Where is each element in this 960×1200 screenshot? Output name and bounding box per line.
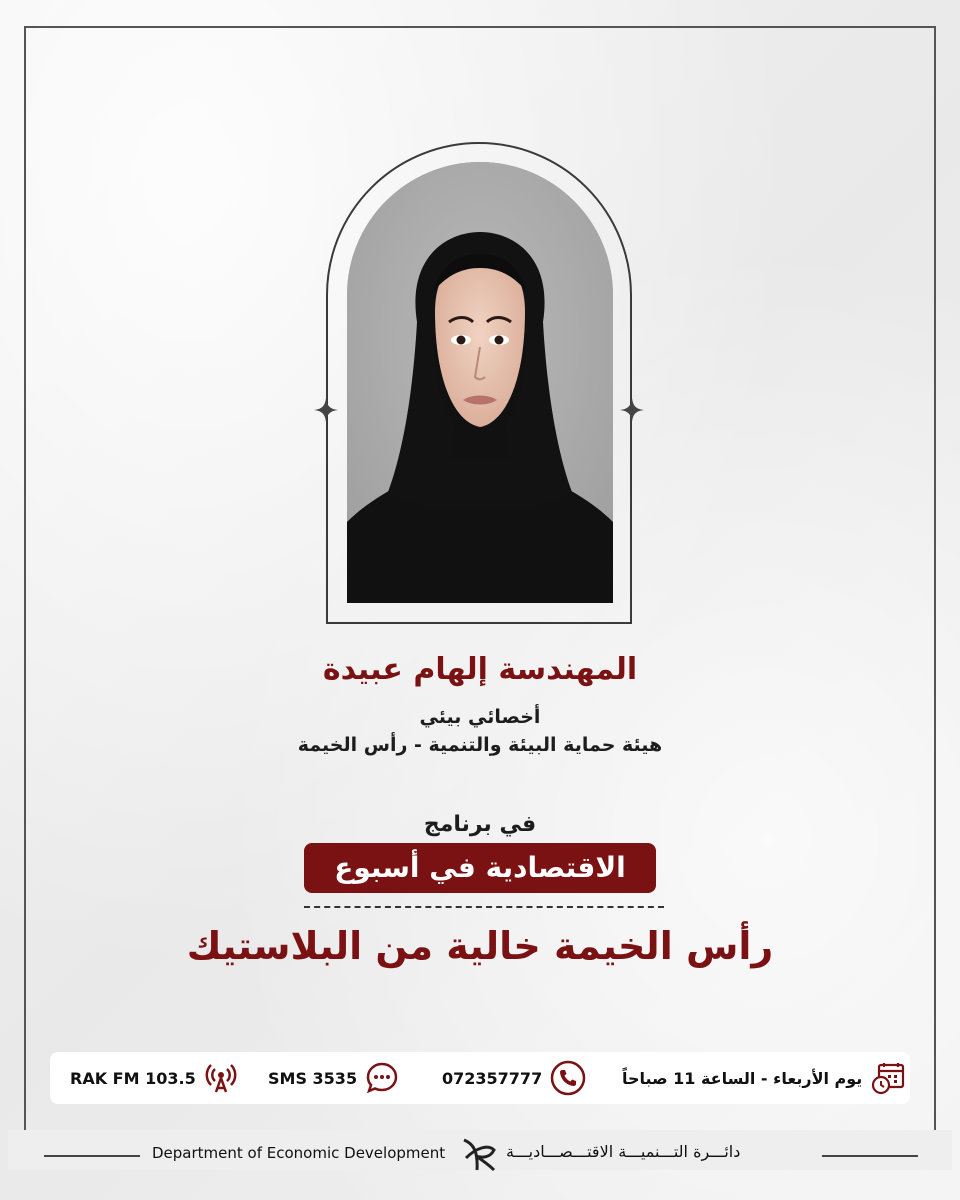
sms-number: SMS 3535 [268, 1068, 358, 1088]
guest-organization: هيئة حماية البيئة والتنمية - رأس الخيمة [297, 734, 663, 756]
phone-number: 072357777 [442, 1068, 543, 1088]
sms-info [268, 1052, 399, 1104]
guest-role: أخصائي بيئي [419, 706, 541, 728]
chat-bubble-icon [365, 1061, 399, 1095]
radio-broadcast-icon [204, 1061, 238, 1095]
footer-rule-left [44, 1155, 140, 1157]
episode-topic: رأس الخيمة خالية من البلاستيك [186, 924, 774, 968]
radio-frequency: RAK FM 103.5 [70, 1068, 196, 1088]
calendar-clock-icon [870, 1060, 906, 1096]
department-logo-icon [460, 1138, 496, 1172]
diamond-ornament-left-icon [314, 398, 338, 422]
dashed-divider [304, 906, 664, 908]
program-intro: في برنامج [423, 812, 537, 837]
radio-info [70, 1052, 238, 1104]
department-name-arabic: دائـــرة التـــنميـــة الاقتـــصـــاديـــة [506, 1142, 741, 1161]
broadcast-schedule: يوم الأربعاء - الساعة 11 صباحاً [622, 1068, 863, 1088]
diamond-ornament-right-icon [620, 398, 644, 422]
program-name-badge: الاقتصادية في أسبوع [304, 843, 656, 893]
portrait-illustration [347, 162, 613, 603]
guest-name: المهندسة إلهام عبيدة [322, 652, 638, 687]
info-bar [50, 1052, 910, 1104]
footer-rule-right [822, 1155, 918, 1157]
phone-info [442, 1052, 586, 1104]
phone-icon [550, 1060, 586, 1096]
guest-portrait [347, 162, 613, 603]
department-name-english: Department of Economic Development [152, 1144, 446, 1162]
schedule-info [622, 1052, 906, 1104]
